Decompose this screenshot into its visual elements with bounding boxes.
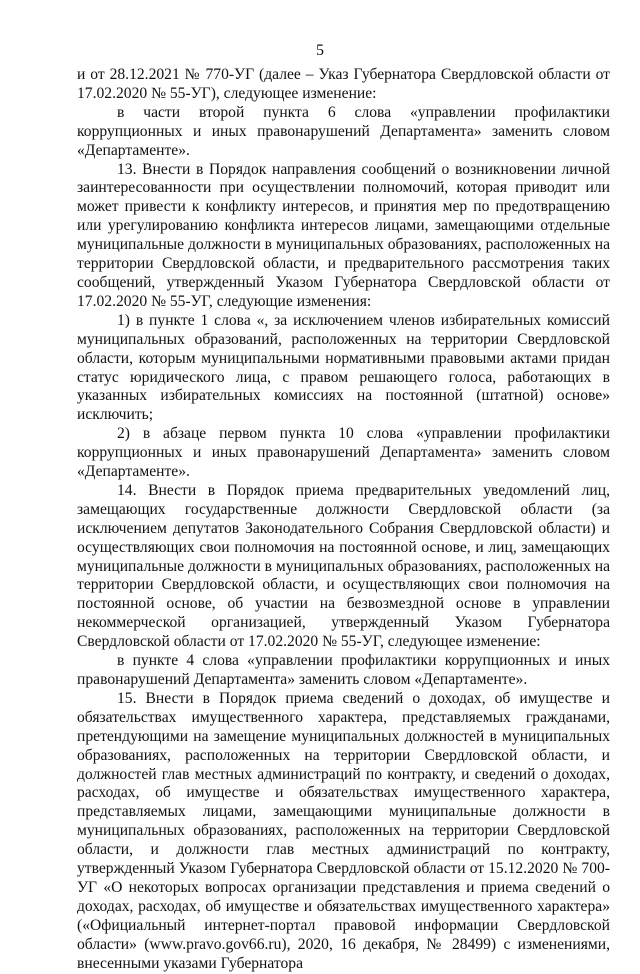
document-body	[77, 66, 610, 974]
paragraph-section-13: 13. Внести в Порядок направления сообщений о возникновении личной заинтересованности при осуществлении полномочий, которая приводит или может привести к конфликту интересов, и принятия мер по предотвращению или урегулированию конфликта интересов лицами, замещающими отдельные муниципальные должности в муниципальных образованиях, расположенных на территории Свердловской области, и предварительного рассмотрения таких сообщений, утвержденный Указом Губернатора Свердловской области от 17.02.2020 № 55-УГ, следующие изменения:	[77, 160, 610, 310]
page-number: 5	[316, 42, 324, 59]
paragraph-section-15: 15. Внести в Порядок приема сведений о доходах, об имуществе и обязательствах имущественного характера, представляемых гражданами, претендующими на замещение муниципальных должностей в муниципальных образованиях, расположенных на территории Свердловской области, и должностей глав местных администраций по контракту, и сведений о доходах, расходах, об имуществе и обязательствах имущественного характера, представляемых лицами, замещающими муниципальные должности в муниципальных образованиях, расположенных на территории Свердловской области, и должности глав местных администраций по контракту, утвержденный Указом Губернатора Свердловской области от 15.12.2020 № 700-УГ «О некоторых вопросах организации представления и приема сведений о доходах, расходах, об имуществе и обязательствах имущественного характера» («Официальный интернет-портал правовой информации Свердловской области» (www.pravo.gov66.ru), 2020, 16 декабря, № 28499) с изменениями, внесенными указами Губернатора	[77, 689, 610, 972]
paragraph-section-13-item-2: 2) в абзаце первом пункта 10 слова «управлении профилактики коррупционных и иных правонарушений Департамента» заменить словом «Департаменте».	[77, 425, 610, 481]
paragraph-amendment-item-6: в части второй пункта 6 слова «управлении профилактики коррупционных и иных правонарушений Департамента» заменить словом «Департаменте».	[77, 103, 610, 159]
paragraph-section-13-item-1: 1) в пункте 1 слова «, за исключением членов избирательных комиссий муниципальных образований, расположенных на территории Свердловской области, которым муниципальными нормативными правовыми актами придан статус юридического лица, с правом решающего голоса, работающих в указанных избирательных комиссиях на постоянной (штатной) основе» исключить;	[77, 311, 610, 424]
paragraph-section-14: 14. Внести в Порядок приема предварительных уведомлений лиц, замещающих государственные должности Свердловской области (за исключением депутатов Законодательного Собрания Свердловской области) и осуществляющих свои полномочия на постоянной основе, и лиц, замещающих муниципальные должности в муниципальных образованиях, расположенных на территории Свердловской области, и осуществляющих свои полномочия на постоянной основе, об участии на безвозмездной основе в управлении некоммерческой организацией, утвержденный Указом Губернатора Свердловской области от 17.02.2020 № 55-УГ, следующее изменение:	[77, 481, 610, 651]
paragraph-section-14-amendment: в пункте 4 слова «управлении профилактики коррупционных и иных правонарушений Департамента» заменить словом «Департаменте».	[77, 652, 610, 688]
paragraph-continuation: и от 28.12.2021 № 770-УГ (далее – Указ Губернатора Свердловской области от 17.02.2020 № 55-УГ), следующее изменение:	[77, 66, 610, 102]
